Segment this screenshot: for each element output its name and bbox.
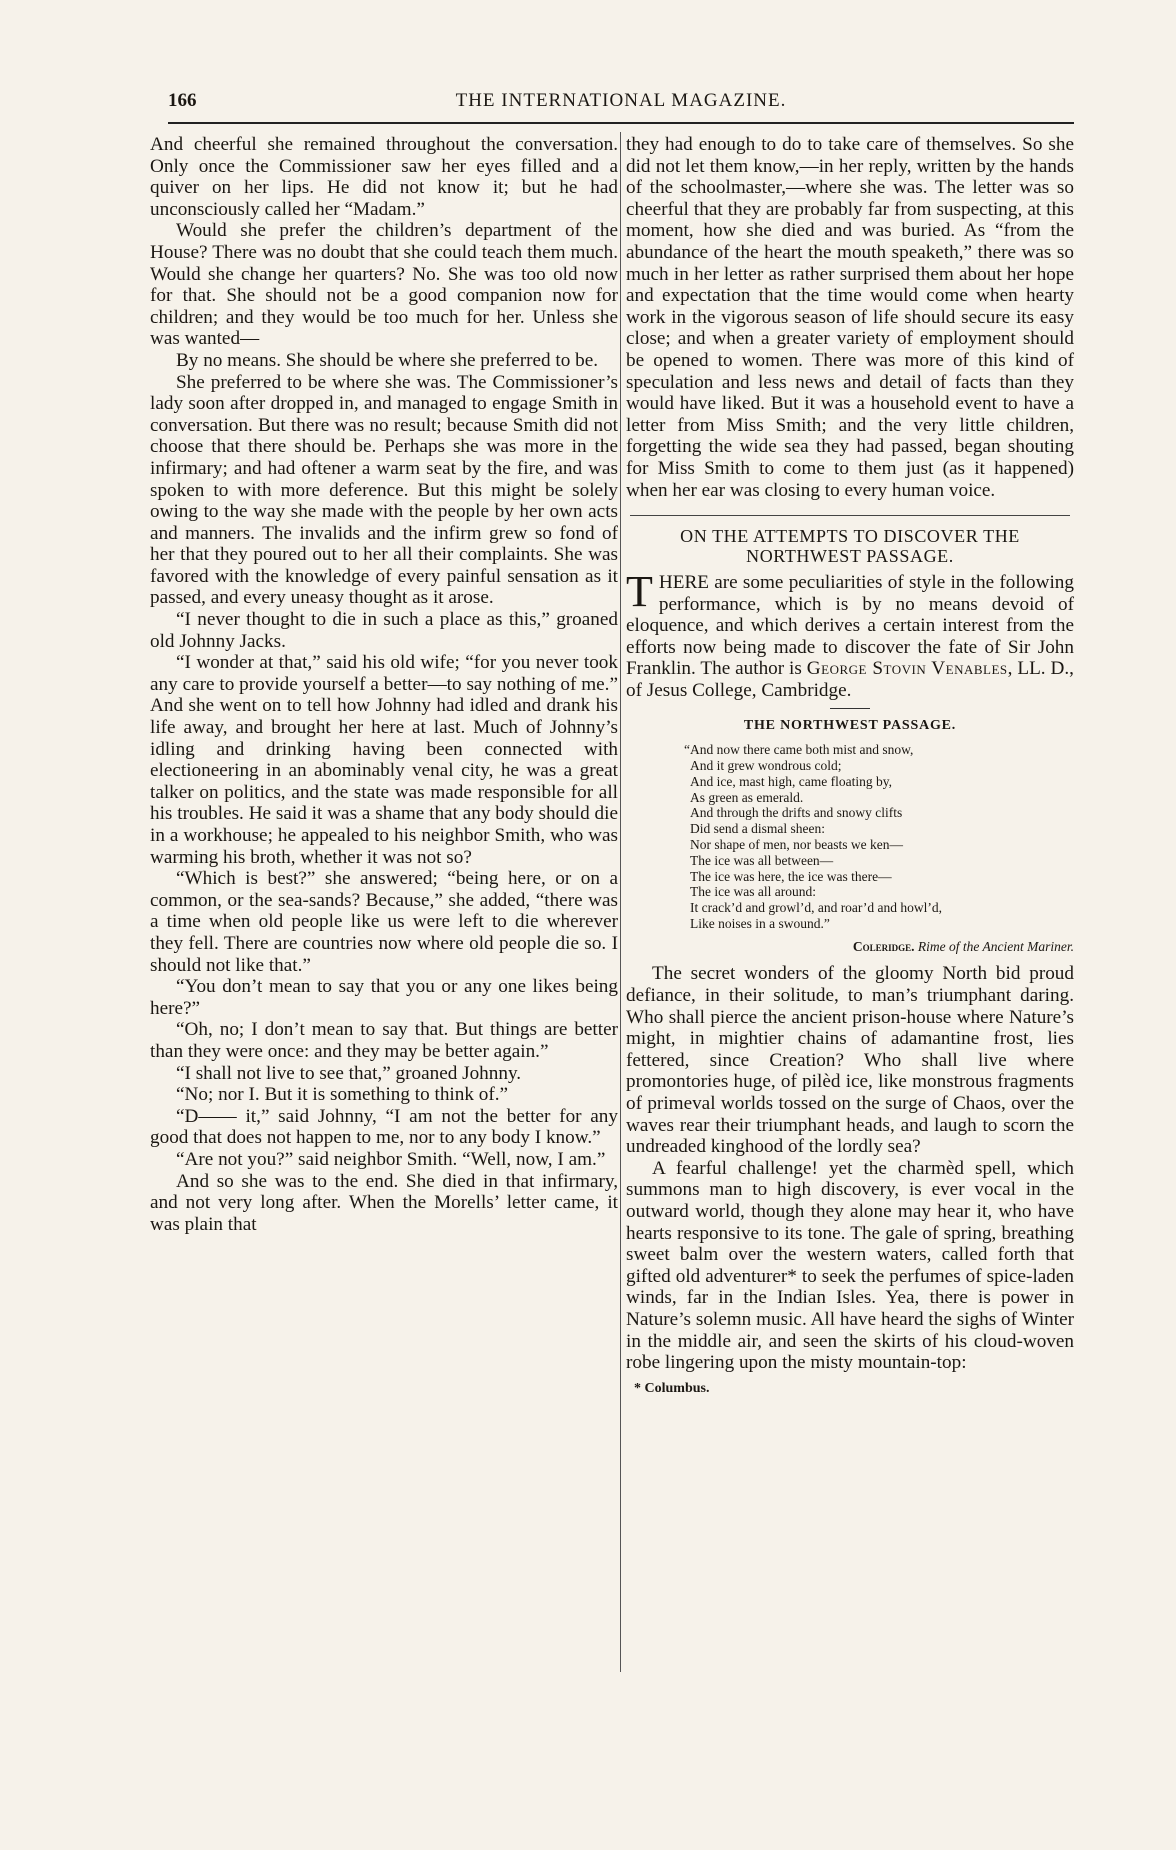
section-rule <box>630 515 1070 516</box>
article-title: ON THE ATTEMPTS TO DISCOVER THE NORTHWEST PASSAGE. <box>680 526 1020 567</box>
paragraph: “Oh, no; I don’t mean to say that. But things are better than they were once: and they may be better again.” <box>150 1019 618 1062</box>
poem-line: And it grew wondrous cold; <box>690 758 842 774</box>
paragraph: “Which is best?” she answered; “being here, or on a common, or the sea-sands? Because,” she added, “there was a time when old people like us were left to die wherever they fell. There are countries now where old people die so. I should not like that.” <box>150 868 618 976</box>
attribution-work: Rime of the Ancient Mariner. <box>917 938 1074 954</box>
poem-line: It crack’d and growl’d, and roar’d and howl’d, <box>690 900 943 916</box>
poem-line: The ice was here, the ice was there— <box>690 868 892 884</box>
intro-text: HERE are some peculiarities of style in the following performance, which is by no means devoid of eloquence, and which derives a certain interest from the efforts now being made to discover the fate of Sir John Franklin. The author is <box>626 572 1074 680</box>
poem-line: Nor shape of men, nor beasts we ken— <box>690 837 903 853</box>
column-divider <box>620 132 621 1672</box>
paragraph: A fearful challenge! yet the charmèd spell, which summons man to high discovery, is ever vocal in the outward world, though they alone may hear it, who have hearts responsive to its tone. The gale of spring, breathing sweet balm over the western waters, called forth that gifted old adventurer* to seek the perfumes of spice-laden winds, far in the Indian Isles. Yea, there is power in Nature’s solemn music. All have heard the sighs of Winter in the middle air, and seen the skirts of his cloud-woven robe lingering upon the misty mountain-top: <box>626 1157 1074 1374</box>
paragraph: “D—— it,” said Johnny, “I am not the better for any good that does not happen to me, nor to any body I know.” <box>150 1105 618 1149</box>
continued-paragraph: they had enough to do to take care of themselves. So she did not let them know,—in her reply, written by the hands of the schoolmaster,—where she was. The letter was so cheerful that they are probably far from suspecting, at this moment, how she died and was buried. As “from the abundance of the heart the mouth speaketh,” there was so much in her letter as rather surprised them about her hope and expectation that the time would come when hearty work in the vigorous season of life should secure its easy close; and when a greater variety of employment should be opened to women. There was more of this kind of speculation and less news and detail of facts than they would have liked. But it was a household event to have a letter from Miss Smith; and the very little children, forgetting the wide sea they had passed, began shouting for Miss Smith to come to them just (as it happened) when her ear was closing to every human voice. <box>626 134 1074 501</box>
poem-title: THE NORTHWEST PASSAGE. <box>743 717 957 733</box>
poem-line: Like noises in a swound.” <box>690 916 830 932</box>
article-intro <box>626 567 1074 702</box>
right-column <box>626 134 1074 1399</box>
paragraph: And cheerful she remained throughout the conversation. Only once the Commissioner saw her eyes filled and a quiver on her lips. He did not know it; but he had unconsciously called her “Madam.” <box>150 134 618 220</box>
footnote: * Columbus. <box>634 1380 710 1396</box>
poem <box>626 742 1074 932</box>
poem-line: The ice was all around: <box>690 884 816 900</box>
paragraph: “I never thought to die in such a place as this,” groaned old Johnny Jacks. <box>150 609 618 652</box>
poem-line: The ice was all between— <box>690 852 834 868</box>
paragraph: By no means. She should be where she preferred to be. <box>176 349 599 371</box>
short-rule <box>830 708 870 709</box>
page-header <box>168 88 1074 118</box>
poem-line: And through the drifts and snowy clifts <box>690 805 903 821</box>
drop-cap: T <box>626 567 653 617</box>
poem-line: “And now there came both mist and snow, <box>684 742 914 758</box>
poem-line: Did send a dismal sheen: <box>690 821 825 837</box>
magazine-title: THE INTERNATIONAL MAGAZINE. <box>455 90 787 111</box>
left-column <box>150 134 618 1235</box>
poem-line: And ice, mast high, came floating by, <box>690 773 892 789</box>
poem-line: As green as emerald. <box>690 789 804 805</box>
intro-text-end: , LL. D., of Jesus College, Cambridge. <box>626 658 1074 702</box>
attribution-author: Coleridge. <box>852 938 915 954</box>
header-rule <box>168 122 1074 124</box>
intro-author: George Stovin Venables <box>806 658 1008 680</box>
paragraph: “You don’t mean to say that you or any one likes being here?” <box>150 976 618 1019</box>
paragraph: The secret wonders of the gloomy North bid proud defiance, in their solitude, to man’s triumphant daring. Who shall pierce the ancient prison-house where Nature’s might, in mightier chains of adamantine frost, lies fettered, since Creation? Who shall live where promontories huge, of pilèd ice, like monstrous fragments of primeval worlds tossed on the surge of Chaos, over the waves rear their triumphant heads, and laugh to scorn the undreaded kinghood of the lordly sea? <box>626 963 1074 1158</box>
paragraph: “I shall not live to see that,” groaned Johnny. <box>176 1062 522 1084</box>
page-number: 166 <box>168 90 197 111</box>
paragraph: And so she was to the end. She died in that infirmary, and not very long after. When the Morells’ letter came, it was plain that <box>150 1170 618 1235</box>
paragraph: “No; nor I. But it is something to think of.” <box>176 1084 509 1106</box>
paragraph: She preferred to be where she was. The Commissioner’s lady soon after dropped in, and managed to engage Smith in conversation. But there was no result; because Smith did not choose that there should be. Perhaps she was more in the infirmary; and had oftener a warm seat by the fire, and was spoken to with more deference. But this might be solely owing to the way she made with the people by her own acts and manners. The invalids and the infirm grew so fond of her that they poured out to her all their complaints. She was favored with the knowledge of every painful sensation as it passed, and every uneasy thought as it arose. <box>150 371 618 609</box>
paragraph: Would she prefer the children’s department of the House? There was no doubt that she could teach them much. Would she change her quarters? No. She was too old now for that. She should not be a good companion now for children; and they would be too much for her. Unless she was wanted— <box>150 220 618 350</box>
poem-attribution <box>626 936 1074 958</box>
paragraph: “Are not you?” said neighbor Smith. “Well, now, I am.” <box>176 1148 606 1170</box>
paragraph: “I wonder at that,” said his old wife; “for you never took any care to provide yourself a better—to say nothing of me.” And she went on to tell how Johnny had idled and drank his life away, and brought her here at last. Much of Johnny’s idling and drinking having been connected with electioneering in an abominably venal city, he was a great talker on politics, and the state was made responsible for all his troubles. He said it was a shame that any body should die in a workhouse; he appealed to his neighbor Smith, who was warming his broth, whether it was not so? <box>150 652 618 868</box>
